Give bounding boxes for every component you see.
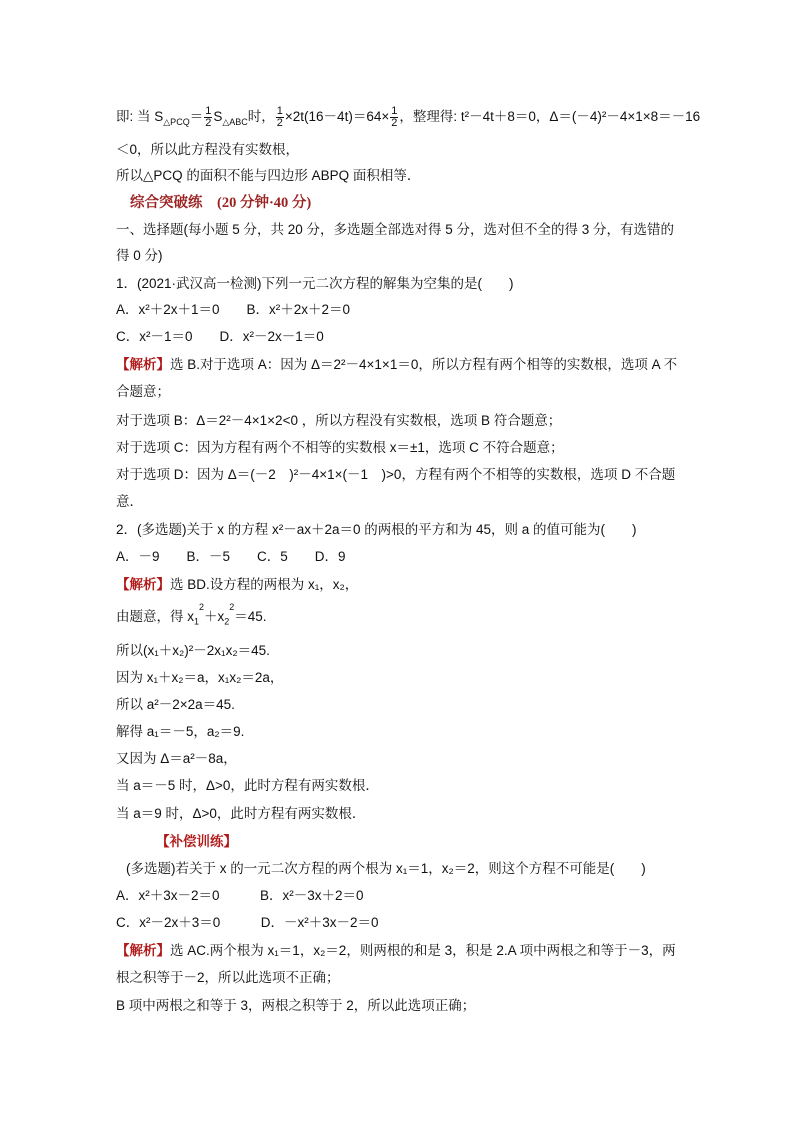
question-3-options-ab: A．x²＋3x－2＝0 B．x²－3x＋2＝0 xyxy=(116,888,364,903)
question-3: (多选题)若关于 x 的一元二次方程的两个根为 x₁＝1，x₂＝2，则这个方程不可能是( ) xyxy=(126,861,646,876)
solution-3-line-3: B 项中两根之和等于 3，两根之积等于 2，所以此选项正确； xyxy=(116,998,476,1013)
solution-1-line-2: 合题意； xyxy=(116,384,170,399)
solution-1-line-1 xyxy=(116,355,677,375)
text: ×2t(16－4t)＝64× xyxy=(284,109,390,125)
solution-2-line-1 xyxy=(116,575,358,595)
solution-1-line-4: 对于选项 C：因为方程有两个不相等的实数根 x＝±1，选项 C 不符合题意； xyxy=(116,440,564,455)
solution-2-line-2 xyxy=(116,602,267,632)
subscript: 1 xyxy=(194,616,200,627)
question-1-options-ab: A．x²＋2x＋1＝0 B．x²＋2x＋2＝0 xyxy=(116,302,351,317)
solution-1-line-5: 对于选项 D：因为 Δ＝(－2 )²－4×1×(－1 )>0，方程有两个不相等的实数根，选项 D 不合题 xyxy=(116,467,676,482)
text: ，整理得: t²－4t＋8＝0，Δ＝(－4)²－4×1×8＝－16 xyxy=(399,109,701,125)
x1-squared xyxy=(194,602,205,632)
fraction-half xyxy=(204,106,212,129)
text: 时， xyxy=(247,109,275,125)
section-heading: 综合突破练 (20 分钟·40 分) xyxy=(130,195,312,211)
solution-3-line-2: 根之积等于－2，所以此选项不正确； xyxy=(116,970,340,985)
denominator: 2 xyxy=(276,117,283,129)
superscript: 2 xyxy=(229,602,235,612)
fraction-half xyxy=(276,106,284,129)
text: 选 AC.两个根为 x₁＝1，x₂＝2，则两根的和是 3，积是 2.A 项中两根之和等于－3，两 xyxy=(170,943,676,958)
subscript: △PCQ xyxy=(163,116,190,127)
solution-1-line-6: 意． xyxy=(116,494,143,509)
fraction-half xyxy=(390,106,398,129)
solution-line-no-roots: ＜0，所以此方程没有实数根， xyxy=(116,142,300,157)
text: ＋x xyxy=(204,609,225,624)
superscript: 2 xyxy=(199,602,205,612)
text: ＝ xyxy=(189,109,204,125)
text: 选 B.对于选项 A：因为 Δ＝2²－4×1×1＝0，所以方程有两个相等的实数根，选项 A 不 xyxy=(170,357,678,372)
solution-conclusion: 所以△PCQ 的面积不能与四边形 ABPQ 面积相等． xyxy=(116,168,421,183)
denominator: 2 xyxy=(205,117,212,129)
solution-2-line-5: 所以 a²－2×2a＝45. xyxy=(116,697,235,712)
text: 即: 当 S xyxy=(116,109,164,125)
text: 选 BD.设方程的两根为 x₁，x₂， xyxy=(170,577,359,592)
solution-2-line-3: 所以(x₁＋x₂)²－2x₁x₂＝45. xyxy=(116,643,270,658)
x2-squared xyxy=(224,602,235,632)
numerator: 1 xyxy=(276,105,283,117)
solution-3-line-1 xyxy=(116,941,676,961)
question-1-options-cd: C．x²－1＝0 D．x²－2x－1＝0 xyxy=(116,329,324,344)
solution-label: 【解析】 xyxy=(116,577,170,592)
text: S xyxy=(213,109,223,125)
solution-2-line-4: 因为 x₁＋x₂＝a，x₁x₂＝2a， xyxy=(116,670,284,685)
subscript: 2 xyxy=(224,616,230,627)
supplementary-heading: 【补偿训练】 xyxy=(156,834,237,849)
text: 由题意，得 x xyxy=(116,609,195,624)
question-3-options-cd: C．x²－2x＋3＝0 D．－x²＋3x－2＝0 xyxy=(116,915,379,930)
instructions-line-2: 得 0 分) xyxy=(116,248,163,263)
question-1: 1．(2021·武汉高一检测)下列一元二次方程的解集为空集的是( ) xyxy=(116,276,514,291)
solution-2-line-6: 解得 a₁＝－5，a₂＝9. xyxy=(116,724,245,739)
solution-1-line-3: 对于选项 B：Δ＝2²－4×1×2<0 ，所以方程没有实数根，选项 B 符合题意； xyxy=(116,413,562,428)
numerator: 1 xyxy=(205,105,212,117)
instructions-line-1: 一、选择题(每小题 5 分，共 20 分，多选题全部选对得 5 分，选对但不全的得 3 分，有选错的 xyxy=(116,222,675,237)
numerator: 1 xyxy=(391,105,398,117)
subscript: △ABC xyxy=(222,116,248,127)
solution-label: 【解析】 xyxy=(116,943,170,958)
solution-2-line-8: 当 a＝－5 时，Δ>0，此时方程有两实数根． xyxy=(116,778,379,793)
denominator: 2 xyxy=(391,117,398,129)
question-2-options: A．－9 B．－5 C．5 D．9 xyxy=(116,549,346,564)
question-2: 2．(多选题)关于 x 的方程 x²－ax＋2a＝0 的两根的平方和为 45，则 a 的值可能为( ) xyxy=(116,522,637,537)
solution-line-area-condition xyxy=(116,106,700,132)
solution-label: 【解析】 xyxy=(116,357,170,372)
text: ＝45. xyxy=(234,609,267,624)
solution-2-line-9: 当 a＝9 时，Δ>0，此时方程有两实数根． xyxy=(116,806,366,821)
solution-2-line-7: 又因为 Δ＝a²－8a， xyxy=(116,751,237,766)
